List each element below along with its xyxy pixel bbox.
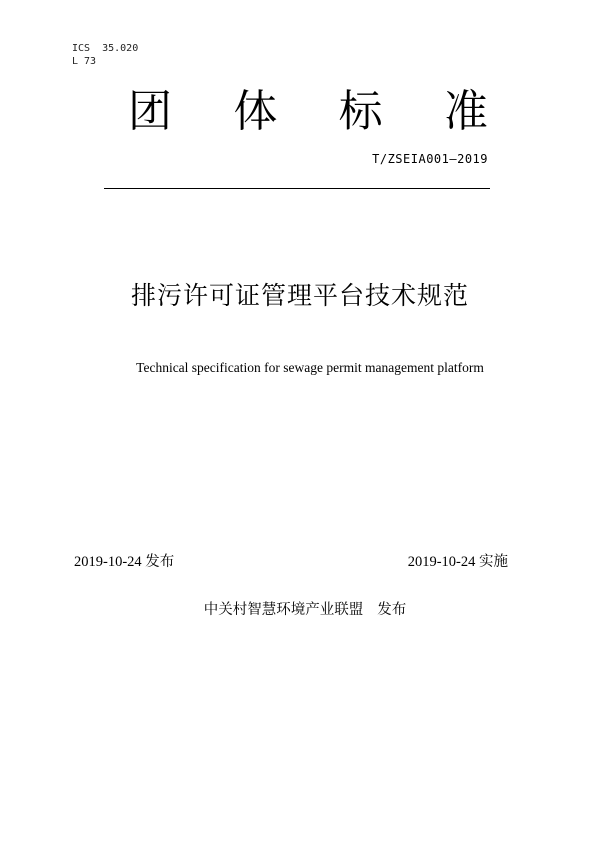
publisher-action: 发布 — [377, 602, 407, 618]
publisher-name: 中关村智慧环境产业联盟 — [203, 602, 364, 618]
standard-type-char: 准 — [443, 86, 488, 137]
standard-type-char: 团 — [128, 86, 172, 137]
standard-number: T/ZSEIA001—2019 — [372, 152, 488, 166]
standard-type-heading — [128, 88, 488, 136]
classification-codes — [72, 42, 138, 68]
standard-type-char: 体 — [233, 86, 278, 137]
document-title-chinese: 排污许可证管理平台技术规范 — [130, 281, 469, 310]
implementation-date: 2019-10-24 实施 — [407, 554, 508, 570]
document-title-english: Technical specification for sewage permit management platform — [136, 360, 484, 375]
publish-date: 2019-10-24 发布 — [74, 554, 175, 570]
ccs-code: L 73 — [72, 56, 97, 67]
standard-type-char: 标 — [338, 86, 383, 137]
publisher-line — [0, 598, 600, 619]
header-divider — [104, 188, 490, 189]
ics-code: ICS 35.020 — [72, 43, 139, 54]
